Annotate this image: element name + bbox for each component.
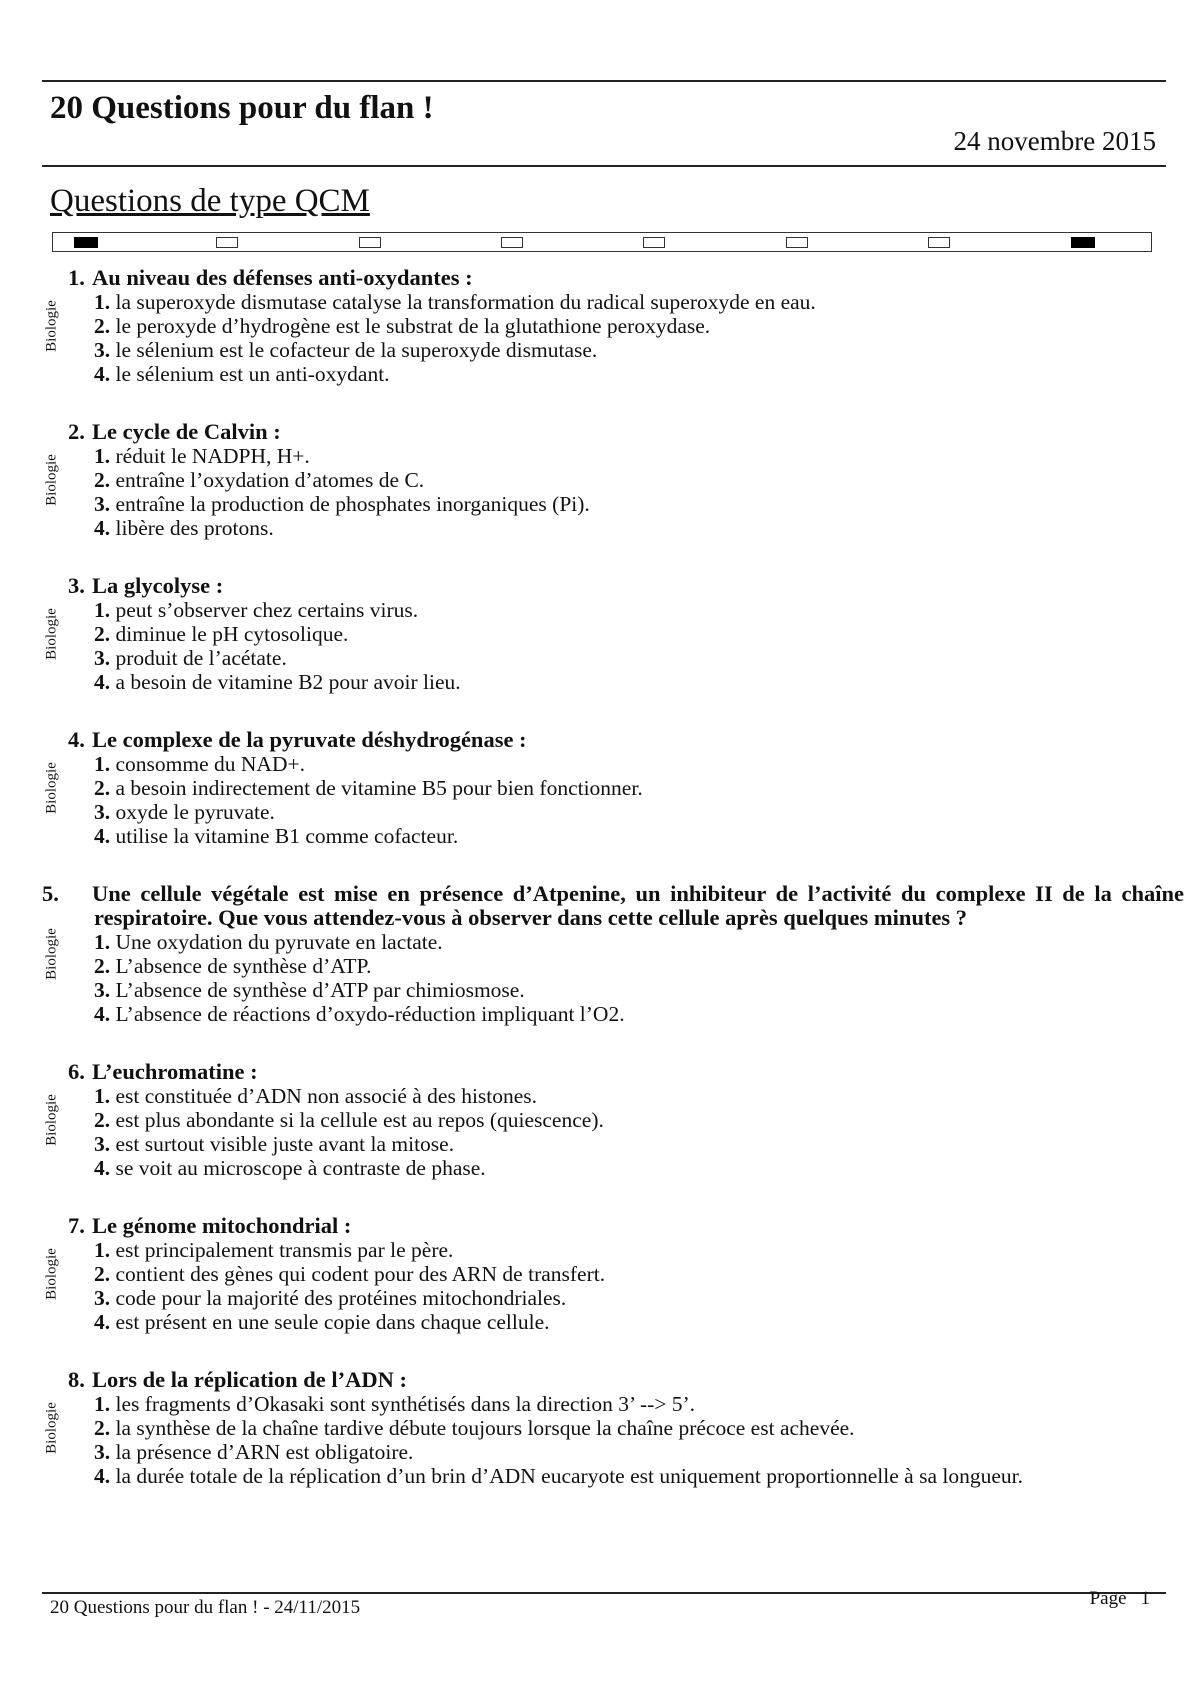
question-text: Le cycle de Calvin : [92, 419, 281, 444]
answer-options [94, 1392, 1164, 1488]
subject-text: Biologie [43, 762, 60, 814]
option-text: le sélenium est le cofacteur de la superoxyde dismutase. [115, 338, 598, 362]
answer-option [94, 1002, 1164, 1026]
answer-options [94, 1084, 1164, 1180]
question-list [0, 266, 1200, 1522]
question-item [0, 574, 1200, 728]
option-text: libère des protons. [115, 516, 274, 540]
option-number: 4. [94, 670, 111, 694]
question-text: La glycolyse : [92, 573, 224, 598]
option-text: est plus abondante si la cellule est au repos (quiescence). [115, 1108, 604, 1132]
option-text: est surtout visible juste avant la mitose. [115, 1132, 455, 1156]
subject-text: Biologie [43, 1094, 60, 1146]
question-text: Lors de la réplication de l’ADN : [92, 1367, 407, 1392]
option-text: code pour la majorité des protéines mitochondriales. [115, 1286, 567, 1310]
progress-marker-empty [216, 237, 238, 248]
question-heading [42, 881, 1184, 930]
option-number: 3. [94, 1286, 111, 1310]
option-text: utilise la vitamine B1 comme cofacteur. [115, 824, 459, 848]
option-text: la présence d’ARN est obligatoire. [115, 1440, 414, 1464]
option-text: a besoin de vitamine B2 pour avoir lieu. [115, 670, 461, 694]
option-number: 4. [94, 362, 111, 386]
option-number: 4. [94, 1310, 111, 1334]
question-text: Le génome mitochondrial : [92, 1213, 352, 1238]
question-text: L’euchromatine : [92, 1059, 258, 1084]
option-number: 2. [94, 1262, 111, 1286]
option-number: 3. [94, 978, 111, 1002]
option-text: les fragments d’Okasaki sont synthétisés dans la direction 3’ --> 5’. [115, 1392, 696, 1416]
option-text: le sélenium est un anti-oxydant. [115, 362, 390, 386]
question-heading [68, 1060, 1158, 1084]
answer-option [94, 978, 1164, 1002]
option-number: 4. [94, 824, 111, 848]
option-text: la superoxyde dismutase catalyse la transformation du radical superoxyde en eau. [115, 290, 816, 314]
option-text: contient des gènes qui codent pour des ARN de transfert. [115, 1262, 606, 1286]
answer-option [94, 1310, 1164, 1334]
question-item [0, 420, 1200, 574]
option-text: a besoin indirectement de vitamine B5 pour bien fonctionner. [115, 776, 643, 800]
option-text: la synthèse de la chaîne tardive débute toujours lorsque la chaîne précoce est achevée. [115, 1416, 855, 1440]
option-number: 3. [94, 338, 111, 362]
question-item [0, 728, 1200, 882]
answer-options [94, 444, 1164, 540]
question-number: 7. [68, 1213, 85, 1238]
question-item [0, 1060, 1200, 1214]
page-indicator [1090, 1588, 1150, 1610]
question-number: 1. [68, 265, 85, 290]
option-text: réduit le NADPH, H+. [115, 444, 310, 468]
question-item [0, 1214, 1200, 1368]
answer-option [94, 1440, 1164, 1464]
answer-option [94, 1084, 1164, 1108]
subject-label [43, 728, 61, 848]
section-title: Questions de type QCM [50, 183, 370, 219]
answer-option [94, 492, 1164, 516]
progress-marker-filled [74, 237, 98, 248]
header-rule-top [42, 80, 1166, 82]
option-number: 4. [94, 516, 111, 540]
answer-option [94, 930, 1164, 954]
option-text: est principalement transmis par le père. [115, 1238, 454, 1262]
answer-option [94, 338, 1164, 362]
answer-option [94, 646, 1164, 670]
answer-option [94, 1132, 1164, 1156]
option-text: diminue le pH cytosolique. [115, 622, 349, 646]
answer-option [94, 954, 1164, 978]
subject-label [43, 1060, 61, 1180]
subject-text: Biologie [43, 928, 60, 980]
question-item [0, 1368, 1200, 1522]
subject-label [43, 574, 61, 694]
question-number: 5. [42, 881, 59, 906]
option-text: Une oxydation du pyruvate en lactate. [115, 930, 443, 954]
option-number: 1. [94, 1392, 111, 1416]
question-item [0, 266, 1200, 420]
footer-rule [42, 1592, 1166, 1594]
subject-text: Biologie [43, 1248, 60, 1300]
question-heading [68, 728, 1158, 752]
progress-marker-empty [928, 237, 950, 248]
option-text: se voit au microscope à contraste de phase. [115, 1156, 486, 1180]
option-number: 4. [94, 1464, 111, 1488]
question-text: Au niveau des défenses anti-oxydantes : [92, 265, 473, 290]
answer-option [94, 1392, 1164, 1416]
answer-options [94, 1238, 1164, 1334]
question-heading [68, 1214, 1158, 1238]
option-number: 3. [94, 646, 111, 670]
answer-option [94, 670, 1164, 694]
answer-option [94, 800, 1164, 824]
page-label: Page [1089, 1588, 1127, 1609]
option-text: le peroxyde d’hydrogène est le substrat de la glutathione peroxydase. [115, 314, 711, 338]
document-date: 24 novembre 2015 [953, 126, 1156, 156]
option-number: 1. [94, 1084, 111, 1108]
option-text: L’absence de synthèse d’ATP. [115, 954, 372, 978]
answer-option [94, 776, 1164, 800]
option-number: 1. [94, 598, 111, 622]
subject-text: Biologie [43, 608, 60, 660]
question-heading [68, 574, 1158, 598]
option-number: 1. [94, 752, 111, 776]
subject-label [43, 420, 61, 540]
question-number: 4. [68, 727, 85, 752]
option-number: 2. [94, 954, 111, 978]
progress-marker-empty [359, 237, 381, 248]
answer-option [94, 1262, 1164, 1286]
answer-option [94, 444, 1164, 468]
progress-bar [52, 232, 1152, 252]
progress-marker-empty [501, 237, 523, 248]
option-text: la durée totale de la réplication d’un brin d’ADN eucaryote est uniquement proportionnelle à sa longueur. [115, 1464, 1023, 1488]
subject-label [43, 1214, 61, 1334]
answer-option [94, 468, 1164, 492]
answer-options [94, 752, 1164, 848]
answer-option [94, 824, 1164, 848]
question-number: 3. [68, 573, 85, 598]
option-text: est présent en une seule copie dans chaque cellule. [115, 1310, 550, 1334]
answer-option [94, 314, 1164, 338]
option-text: L’absence de synthèse d’ATP par chimiosmose. [115, 978, 525, 1002]
option-number: 2. [94, 1108, 111, 1132]
subject-label [43, 1368, 61, 1488]
option-text: entraîne l’oxydation d’atomes de C. [115, 468, 425, 492]
answer-option [94, 598, 1164, 622]
subject-text: Biologie [43, 1402, 60, 1454]
answer-option [94, 516, 1164, 540]
option-number: 2. [94, 468, 111, 492]
question-number: 6. [68, 1059, 85, 1084]
option-number: 2. [94, 314, 111, 338]
subject-label [43, 266, 61, 386]
option-number: 2. [94, 1416, 111, 1440]
option-text: L’absence de réactions d’oxydo-réduction impliquant l’O2. [115, 1002, 625, 1026]
page-number: 1 [1140, 1588, 1150, 1609]
option-text: produit de l’acétate. [115, 646, 287, 670]
subject-text: Biologie [43, 300, 60, 352]
option-number: 3. [94, 800, 111, 824]
answer-option [94, 1464, 1164, 1488]
question-heading [68, 1368, 1158, 1392]
question-number: 2. [68, 419, 85, 444]
option-number: 1. [94, 930, 111, 954]
option-number: 3. [94, 492, 111, 516]
option-text: est constituée d’ADN non associé à des histones. [115, 1084, 538, 1108]
answer-option [94, 1108, 1164, 1132]
answer-option [94, 752, 1164, 776]
header-rule-bottom [42, 165, 1166, 167]
subject-text: Biologie [43, 454, 60, 506]
option-number: 1. [94, 290, 111, 314]
question-text: Une cellule végétale est mise en présence d’Atpenine, un inhibiteur de l’activité du complexe II de la chaîne respiratoire. Que vous attendez-vous à observer dans cette cellule après quelques minutes ? [92, 881, 1184, 930]
option-number: 1. [94, 444, 111, 468]
progress-marker-empty [786, 237, 808, 248]
answer-option [94, 1156, 1164, 1180]
answer-option [94, 362, 1164, 386]
option-number: 4. [94, 1156, 111, 1180]
answer-options [94, 290, 1164, 386]
answer-option [94, 1416, 1164, 1440]
answer-options [94, 598, 1164, 694]
option-number: 3. [94, 1440, 111, 1464]
progress-marker-filled [1071, 237, 1095, 248]
option-number: 2. [94, 622, 111, 646]
question-text: Le complexe de la pyruvate déshydrogénase : [92, 727, 527, 752]
answer-option [94, 1286, 1164, 1310]
answer-options [94, 930, 1164, 1026]
option-text: consomme du NAD+. [115, 752, 305, 776]
question-item [0, 882, 1200, 1060]
option-number: 4. [94, 1002, 111, 1026]
document-title: 20 Questions pour du flan ! [50, 90, 434, 126]
answer-option [94, 1238, 1164, 1262]
option-number: 3. [94, 1132, 111, 1156]
footer-text: 20 Questions pour du flan ! - 24/11/2015 [50, 1597, 361, 1618]
question-number: 8. [68, 1367, 85, 1392]
option-number: 1. [94, 1238, 111, 1262]
option-text: peut s’observer chez certains virus. [115, 598, 419, 622]
question-heading [68, 266, 1158, 290]
question-heading [68, 420, 1158, 444]
answer-option [94, 290, 1164, 314]
option-text: oxyde le pyruvate. [115, 800, 275, 824]
option-text: entraîne la production de phosphates inorganiques (Pi). [115, 492, 590, 516]
answer-option [94, 622, 1164, 646]
option-number: 2. [94, 776, 111, 800]
progress-marker-empty [643, 237, 665, 248]
